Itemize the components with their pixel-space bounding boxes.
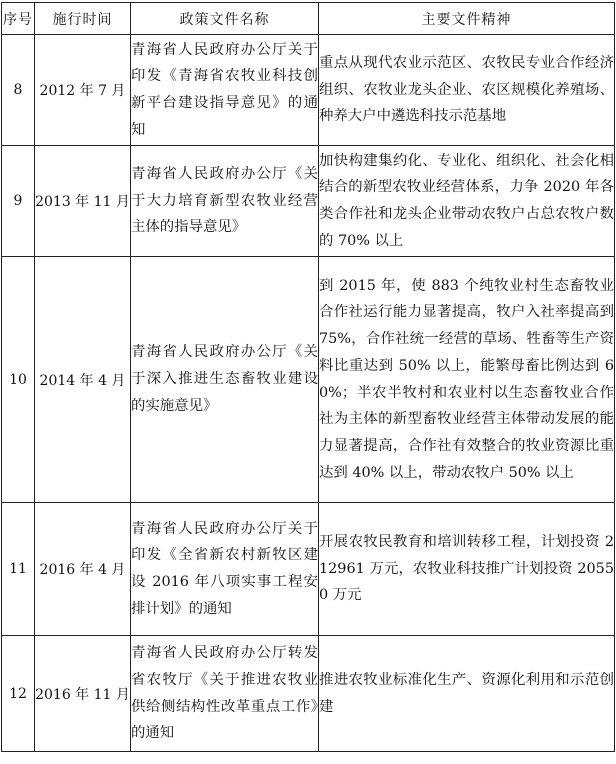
table-row [2,35,615,146]
row-date: 2014 年 4 月 [35,257,131,503]
row-spirit: 重点从现代农业示范区、农牧民专业合作经济组织、农牧业龙头企业、农区规模化养殖场、种养大户中遴选科技示范基地 [319,35,615,146]
row-doc-title: 青海省人民政府办公厅转发省农牧厅《关于推进农牧业供给侧结构性改革重点工作》的通知 [131,636,319,752]
table-header-row [2,3,615,35]
row-doc-title: 青海省人民政府办公厅关于印发《全省新农村新牧区建设 2016 年八项实事工程安排计划》的通知 [131,503,319,636]
row-spirit: 到 2015 年，使 883 个纯牧业村生态畜牧业合作社运行能力显著提高，牧户入社率提高到 75%，合作社统一经营的草场、牲畜等生产资料比重达到 50% 以上，能繁母畜比例达到 60%；半农半牧村和农业村以生态畜牧业合作社为主体的新型畜牧业经营主体带动发展的能力显著提高，合作社有效整合的牧业资源比重达到 40% 以上，带动农牧户 50% 以上 [319,257,615,503]
row-no: 11 [2,503,35,636]
header-spirit: 主要文件精神 [319,3,615,35]
table-row [2,146,615,257]
row-date: 2013 年 11 月 [35,146,131,257]
header-date: 施行时间 [35,3,131,35]
row-date: 2016 年 11 月 [35,636,131,752]
row-no: 10 [2,257,35,503]
row-doc-title: 青海省人民政府办公厅关于印发《青海省农牧业科技创新平台建设指导意见》的通知 [131,35,319,146]
row-no: 9 [2,146,35,257]
row-spirit: 推进农牧业标准化生产、资源化利用和示范创建 [319,636,615,752]
row-date: 2012 年 7 月 [35,35,131,146]
row-no: 8 [2,35,35,146]
row-date: 2016 年 4 月 [35,503,131,636]
header-doc: 政策文件名称 [131,3,319,35]
row-spirit: 加快构建集约化、专业化、组织化、社会化相结合的新型农牧业经营体系，力争 2020 年各类合作社和龙头企业带动农牧户占总农牧户数的 70% 以上 [319,146,615,257]
row-doc-title: 青海省人民政府办公厅《关于深入推进生态畜牧业建设的实施意见》 [131,257,319,503]
row-spirit: 开展农牧民教育和培训转移工程，计划投资 212961 万元，农牧业科技推广计划投资 20550 万元 [319,503,615,636]
table-row [2,503,615,636]
row-doc-title: 青海省人民政府办公厅《关于大力培育新型农牧业经营主体的指导意见》 [131,146,319,257]
policy-table [1,2,615,752]
header-no: 序号 [2,3,35,35]
table-row [2,636,615,752]
table-row [2,257,615,503]
row-no: 12 [2,636,35,752]
